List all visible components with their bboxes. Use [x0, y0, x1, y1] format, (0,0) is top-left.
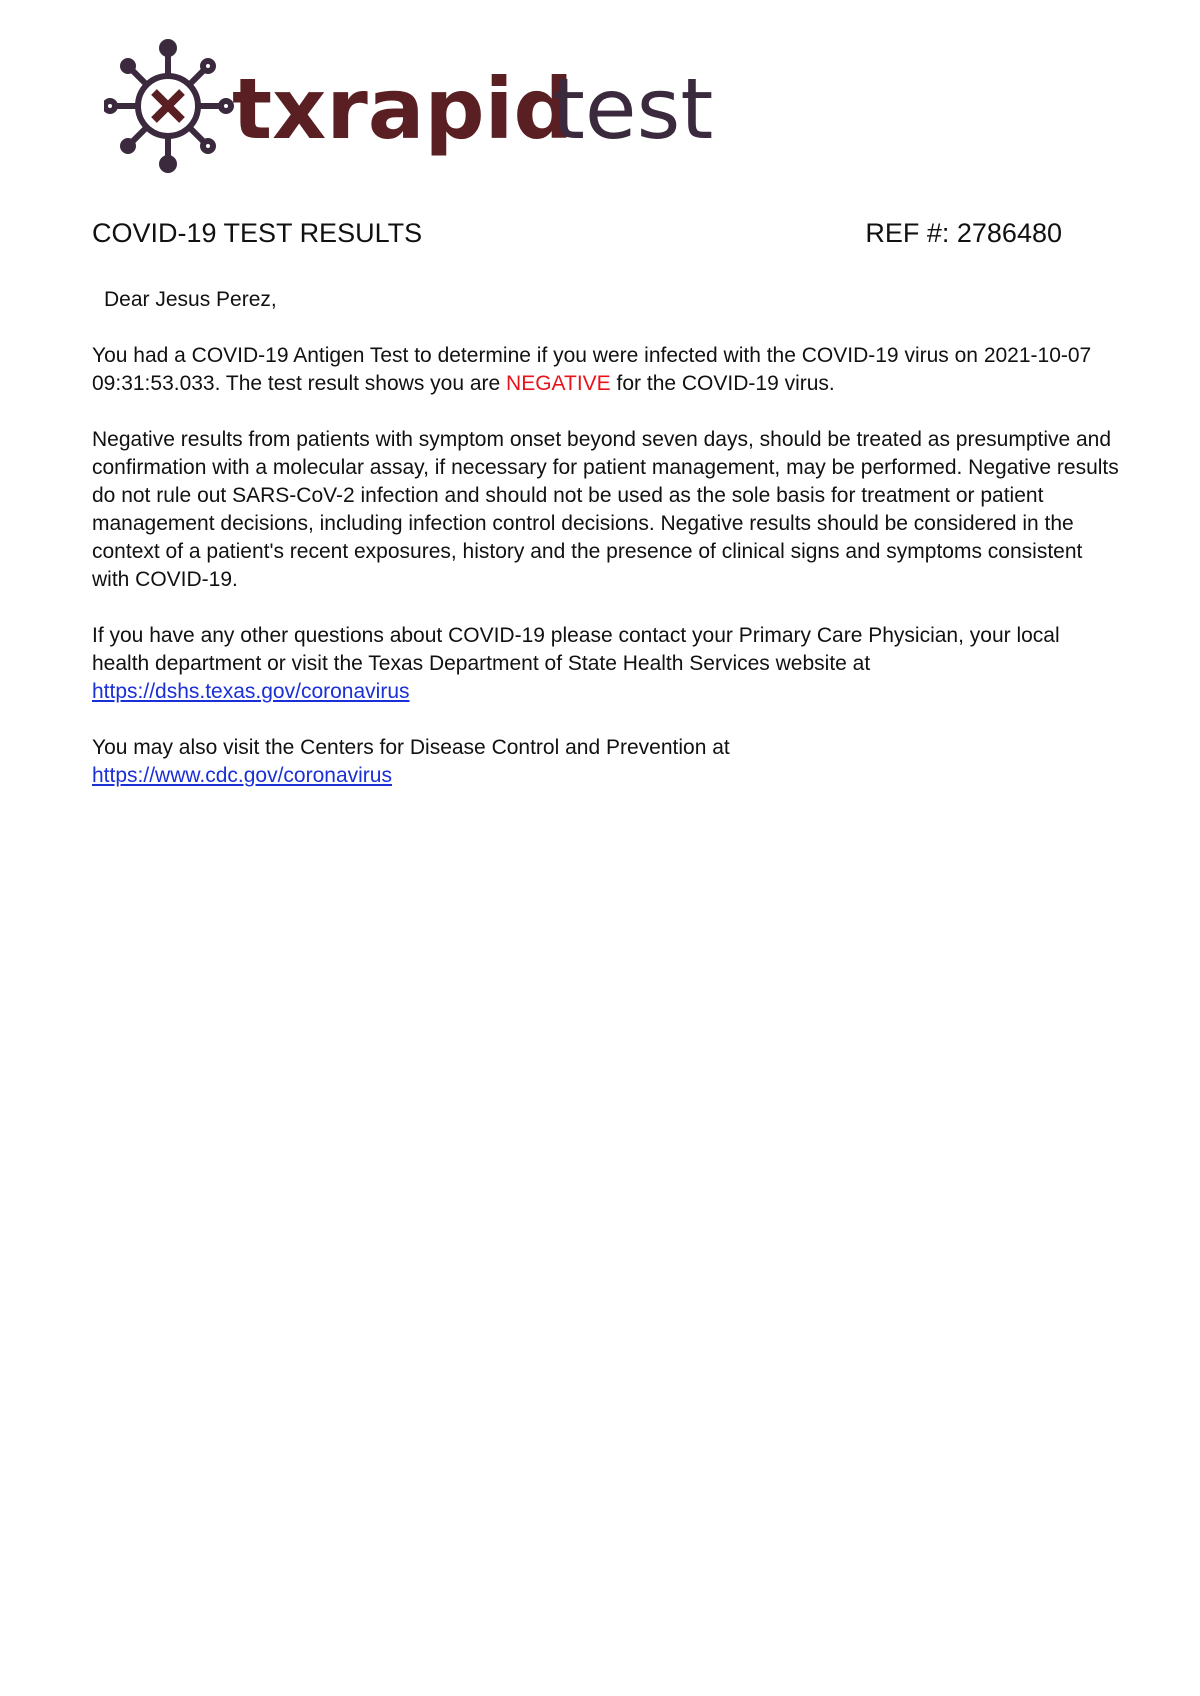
- letter-body: [92, 286, 1122, 818]
- document-title: COVID-19 TEST RESULTS: [92, 218, 423, 248]
- company-logo: [104, 36, 744, 176]
- cdc-text: You may also visit the Centers for Disease Control and Prevention at: [92, 736, 730, 759]
- virus-x-icon: [105, 42, 231, 170]
- result-outro-text: for the COVID-19 virus.: [610, 372, 835, 395]
- contact-paragraph: [92, 622, 1122, 706]
- salutation: Dear Jesus Perez,: [104, 288, 277, 311]
- result-status: NEGATIVE: [506, 372, 611, 395]
- cdc-link[interactable]: https://www.cdc.gov/coronavirus: [92, 764, 392, 787]
- result-intro-text: You had a COVID-19 Antigen Test to determine if you were infected with the COVID-19 virus on 2021-10-07 09:31:53.033. The test result shows you are: [92, 344, 1092, 395]
- contact-text: If you have any other questions about COVID-19 please contact your Primary Care Physician, your local health department or visit the Texas Department of State Health Services website at: [92, 624, 1060, 675]
- reference-number: REF #: 2786480: [865, 218, 1062, 248]
- cdc-paragraph: [92, 734, 1122, 790]
- txrapidtest-logo: [104, 36, 744, 176]
- logo-brand-bold: txrapid: [232, 60, 574, 158]
- logo-brand-light: test: [552, 60, 714, 158]
- result-paragraph: [92, 342, 1122, 398]
- disclaimer-paragraph: Negative results from patients with symptom onset beyond seven days, should be treated as presumptive and confirmation with a molecular assay, if necessary for patient management, may be performed. Negative results do not rule out SARS-CoV-2 infection and should not be used as the sole basis for treatment or patient management decisions, including infection control decisions. Negative results should be considered in the context of a patient's recent exposures, history and the presence of clinical signs and symptoms consistent with COVID-19.: [92, 428, 1119, 591]
- dshs-link[interactable]: https://dshs.texas.gov/coronavirus: [92, 680, 410, 703]
